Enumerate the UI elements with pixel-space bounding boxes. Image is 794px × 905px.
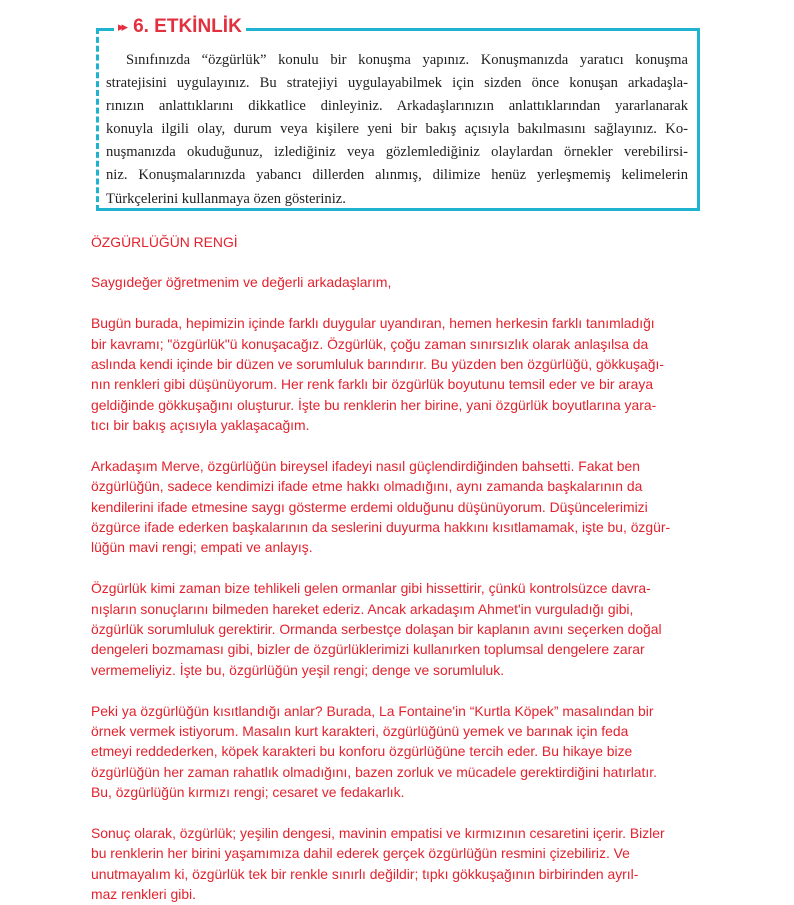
paragraph-line: etmeyi reddederken, köpek karakteri bu konforu özgürlüğüne tercih eder. Bu hikaye bize: [91, 743, 633, 760]
paragraph-line: özgürlüğün, sadece kendimizi ifade etme hakkı olmadığını, aynı zamanda başkalarının da: [91, 478, 643, 495]
instruction-line: konuyla ilgili olay, durum veya kişilere yeni bir bakış açısıyla bakılmasını sağlayınız. Ko-: [106, 121, 688, 138]
essay-paragraph-3: [91, 578, 713, 680]
instruction-line: stratejisini uygulayınız. Bu stratejiyi uygulayabilmek için sizden önce konuşan arkadaşla-: [106, 75, 688, 92]
paragraph-line: Arkadaşım Merve, özgürlüğün bireysel ifadeyi nasıl güçlendirdiğinden bahsetti. Fakat ben: [91, 457, 640, 474]
essay-paragraph-2: [91, 456, 713, 558]
paragraph-line: Sonuç olarak, özgürlük; yeşilin dengesi, mavinin empatisi ve kırmızının cesaretini içerir. Bizler: [91, 824, 665, 841]
activity-instructions: [106, 49, 688, 211]
paragraph-line: Peki ya özgürlüğün kısıtlandığı anlar? Burada, La Fontaine'in “Kurtla Köpek” masalından bir: [91, 702, 654, 719]
activity-title: [114, 16, 246, 38]
paragraph-line: tıcı bir bakış açısıyla yaklaşacağım.: [91, 417, 310, 434]
paragraph-line: vermemeliyiz. İşte bu, özgürlüğün yeşil rengi; denge ve sorumluluk.: [91, 661, 505, 678]
paragraph-line: Özgürlük kimi zaman bize tehlikeli gelen ormanlar gibi hissettirir, çünkü kontrolsüzce davra-: [91, 580, 651, 597]
instruction-line: nuşmanızda okuduğunuz, izlediğiniz veya gözlemlediğiniz olaylardan örnekler verebilirsi-: [106, 144, 688, 161]
double-arrow-icon: ▸▸: [118, 19, 126, 35]
paragraph-line: lüğün mavi rengi; empati ve anlayış.: [91, 539, 313, 556]
essay-greeting: [91, 272, 713, 292]
paragraph-line: Bugün burada, hepimizin içinde farklı duygular uyandıran, hemen herkesin farklı tanımladığı: [91, 315, 655, 332]
paragraph-line: geldiğinde gökkuşağını oluşturur. İşte bu renklerin her birine, yani özgürlük boyutlarına yara-: [91, 396, 657, 413]
paragraph-line: nın renkleri gibi düşünüyorum. Her renk farklı bir özgürlük boyutunu temsil eder ve bir araya: [91, 376, 654, 393]
paragraph-line: kendilerini ifade etmesine saygı gösterme erdemi olduğunu düşünüyorum. Düşüncelerimizi: [91, 498, 648, 515]
instruction-line: rınızın anlattıklarını dikkatlice dinleyiniz. Arkadaşlarınızın anlattıklarından yararlanarak: [106, 98, 688, 115]
paragraph-line: Bu, özgürlüğün kırmızı rengi; cesaret ve fedakarlık.: [91, 784, 405, 801]
activity-title-text: 6. ETKİNLİK: [133, 16, 242, 37]
paragraph-line: maz renkleri gibi.: [91, 886, 196, 903]
essay-title: ÖZGÜRLÜĞÜN RENGİ: [91, 234, 238, 250]
instruction-line: Türkçelerini kullanmaya özen gösteriniz.: [106, 190, 346, 207]
paragraph-line: aslında kendi içinde bir düzen ve sorumluluk barındırır. Bu yüzden ben özgürlüğü, gökkuşağı-: [91, 355, 664, 372]
paragraph-line: örnek vermek istiyorum. Masalın kurt karakteri, özgürlüğünü yemek ve barınak için feda: [91, 722, 629, 739]
paragraph-line: özgürlük sorumluluk gerektirir. Ormanda serbestçe dolaşan bir kaplanın avını seçerken doğal: [91, 621, 662, 638]
paragraph-line: bir kavramı; "özgürlük"ü konuşacağız. Özgürlük, çoğu zaman sınırsızlık olarak anlaşılsa da: [91, 335, 649, 352]
essay-paragraph-1: [91, 313, 713, 435]
paragraph-line: nışların sonuçlarını bilmeden hareket ederiz. Ancak arkadaşım Ahmet'in vurguladığı gibi,: [91, 600, 634, 617]
paragraph-line: özgürce ifade ederken başkalarının da seslerini duyurma hakkını kısıtlamamak, işte bu, özgür-: [91, 519, 671, 536]
essay-paragraph-5: [91, 823, 713, 905]
essay: [91, 232, 713, 905]
paragraph-line: özgürlüğün her zaman rahatlık olmadığını, bazen zorluk ve mücadele gerektirdiğini hatırlatır.: [91, 763, 657, 780]
paragraph-line: dengeleri bozmaması gibi, bizler de özgürlüklerimizi kullanırken toplumsal dengelere zarar: [91, 641, 645, 658]
essay-paragraph-4: [91, 701, 713, 803]
paragraph-line: unutmayalım ki, özgürlük tek bir renkle sınırlı değildir; tıpkı gökkuşağının birbirinden ayrıl-: [91, 865, 639, 882]
greeting-line: Saygıdeğer öğretmenim ve değerli arkadaşlarım,: [91, 274, 392, 291]
instruction-line: niz. Konuşmalarınızda yabancı dillerden alınmış, dilimize henüz yerleşmemiş kelimelerin: [106, 167, 688, 184]
paragraph-line: bu renklerin her birini yaşamımıza dahil ederek gerçek özgürlüğün resmini çizebiliriz. Ve: [91, 845, 630, 862]
instruction-line: Sınıfınızda “özgürlük” konulu bir konuşma yapınız. Konuşmanızda yaratıcı konuşma: [126, 52, 688, 68]
